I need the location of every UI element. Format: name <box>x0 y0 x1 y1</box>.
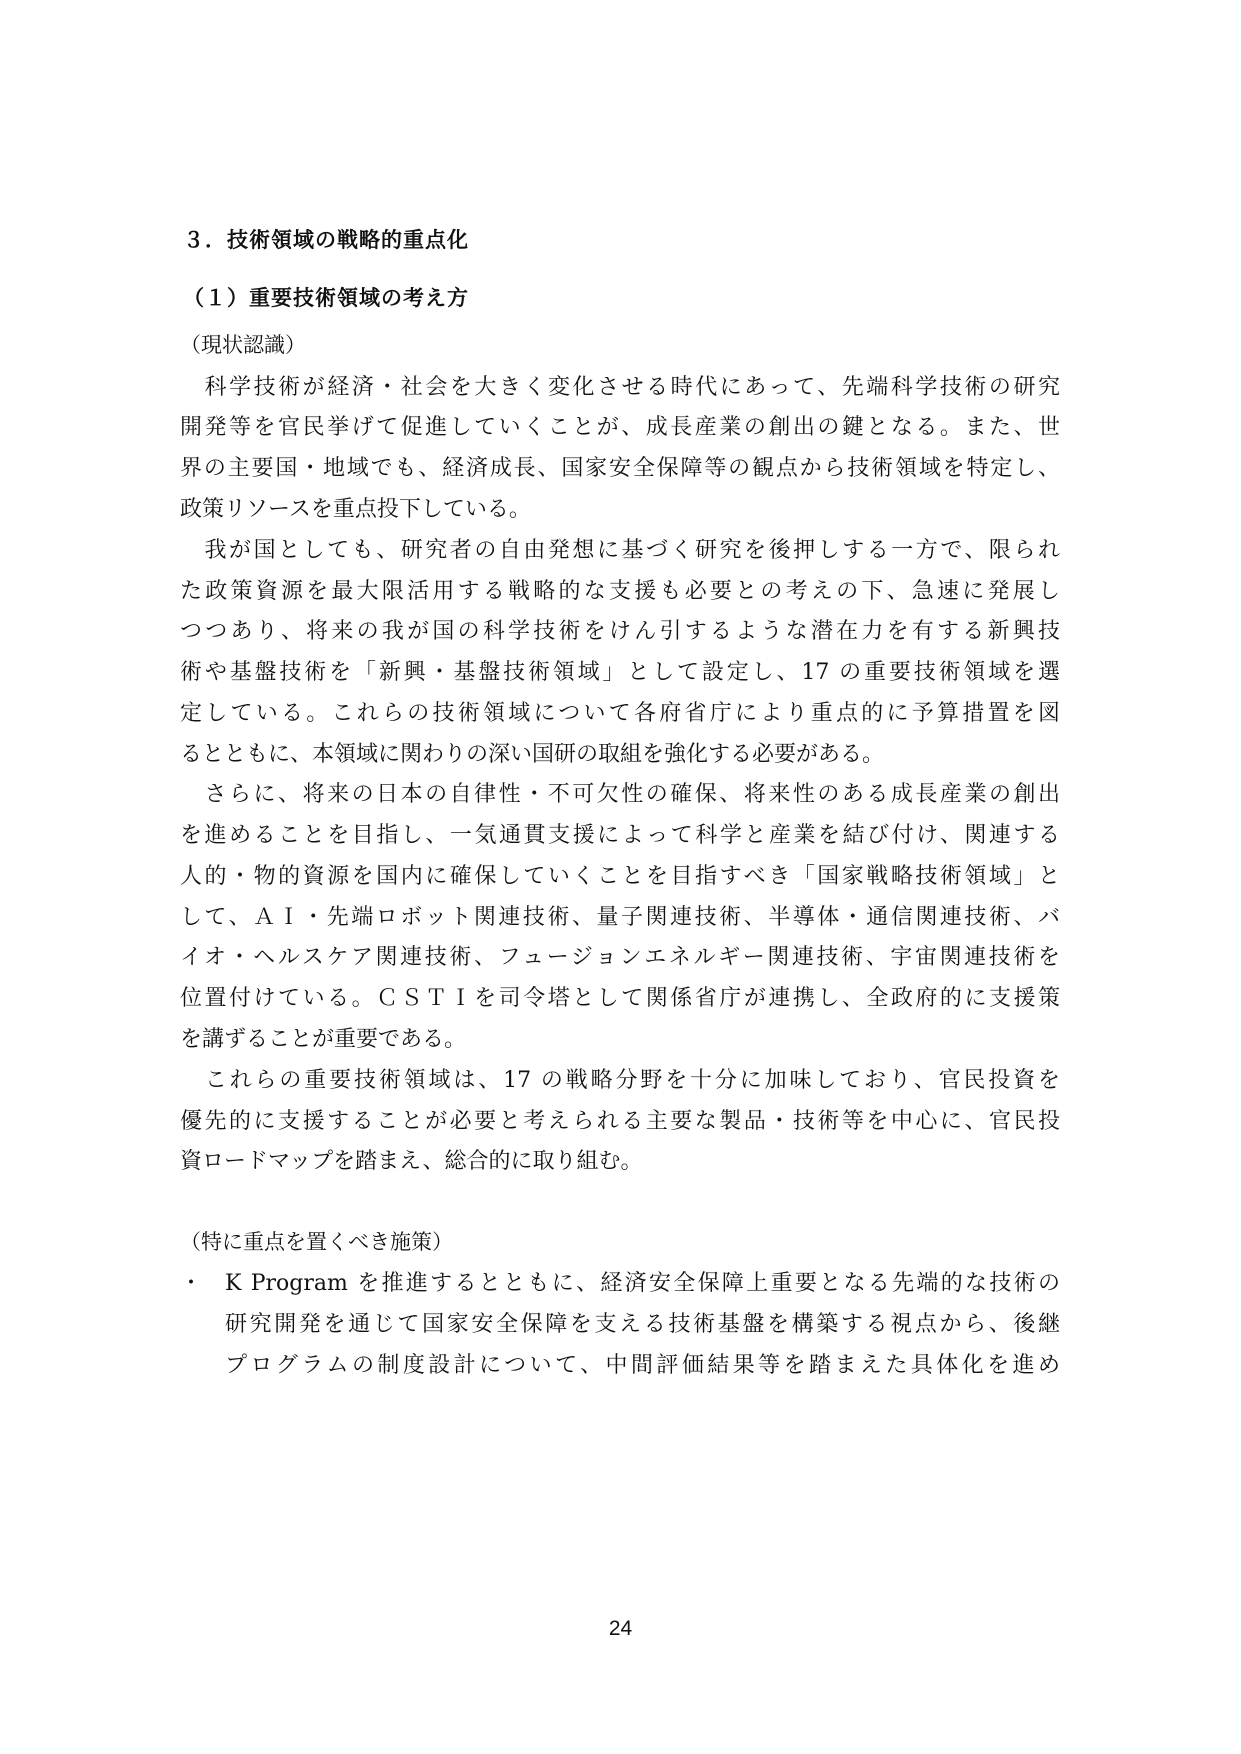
current-situation-label: （現状認識） <box>180 333 306 357</box>
bullet-line: プログラムの制度設計について、中間評価結果等を踏まえた具体化を進め <box>225 1353 1060 1378</box>
paragraph-line: 我が国としても、研究者の自由発想に基づく研究を後押しする一方で、限られ <box>180 538 1060 563</box>
paragraph-line: 開発等を官民挙げて促進していくことが、成長産業の創出の鍵となる。また、世 <box>180 415 1060 440</box>
paragraph-line: して、ＡＩ・先端ロボット関連技術、量子関連技術、半導体・通信関連技術、バ <box>180 905 1060 930</box>
paragraph-line: さらに、将来の日本の自律性・不可欠性の確保、将来性のある成長産業の創出 <box>180 782 1060 807</box>
paragraph-line: 人的・物的資源を国内に確保していくことを目指すべき「国家戦略技術領域」と <box>180 864 1060 889</box>
paragraph-line: つつあり、将来の我が国の科学技術をけん引するような潜在力を有する新興技 <box>180 619 1060 644</box>
paragraph-line: 科学技術が経済・社会を大きく変化させる時代にあって、先端科学技術の研究 <box>180 375 1060 400</box>
bullet-marker: ・ <box>180 1271 203 1296</box>
paragraph-line: 優先的に支援することが必要と考えられる主要な製品・技術等を中心に、官民投 <box>180 1109 1060 1134</box>
subsection-heading: （１）重要技術領域の考え方 <box>183 286 469 310</box>
paragraph-line: 定している。これらの技術領域について各府省庁により重点的に予算措置を図 <box>180 701 1060 726</box>
paragraph-line: を講ずることが重要である。 <box>180 1027 467 1052</box>
paragraph-line: を進めることを目指し、一気通貫支援によって科学と産業を結び付け、関連する <box>180 823 1060 848</box>
paragraph-line: これらの重要技術領域は、17 の戦略分野を十分に加味しており、官民投資を <box>180 1068 1060 1093</box>
bullet-line: K Program を推進するとともに、経済安全保障上重要となる先端的な技術の <box>225 1271 1060 1296</box>
paragraph-line: るとともに、本領域に関わりの深い国研の取組を強化する必要がある。 <box>180 742 885 767</box>
key-measures-label: （特に重点を置くべき施策） <box>180 1230 453 1254</box>
paragraph-line: 位置付けている。ＣＳＴＩを司令塔として関係省庁が連携し、全政府的に支援策 <box>180 986 1060 1011</box>
paragraph-line: 術や基盤技術を「新興・基盤技術領域」として設定し、17 の重要技術領域を選 <box>180 660 1060 685</box>
paragraph-line: た政策資源を最大限活用する戦略的な支援も必要との考えの下、急速に発展し <box>180 579 1060 604</box>
page-number: 24 <box>608 1617 633 1640</box>
paragraph-line: 資ロードマップを踏まえ、総合的に取り組む。 <box>180 1149 643 1174</box>
section-heading: ３．技術領域の戦略的重点化 <box>183 228 469 252</box>
paragraph-line: 界の主要国・地域でも、経済成長、国家安全保障等の観点から技術領域を特定し、 <box>180 456 1060 481</box>
bullet-line: 研究開発を通じて国家安全保障を支える技術基盤を構築する視点から、後継 <box>225 1312 1060 1337</box>
paragraph-line: イオ・ヘルスケア関連技術、フュージョンエネルギー関連技術、宇宙関連技術を <box>180 945 1060 970</box>
paragraph-line: 政策リソースを重点投下している。 <box>180 497 531 522</box>
